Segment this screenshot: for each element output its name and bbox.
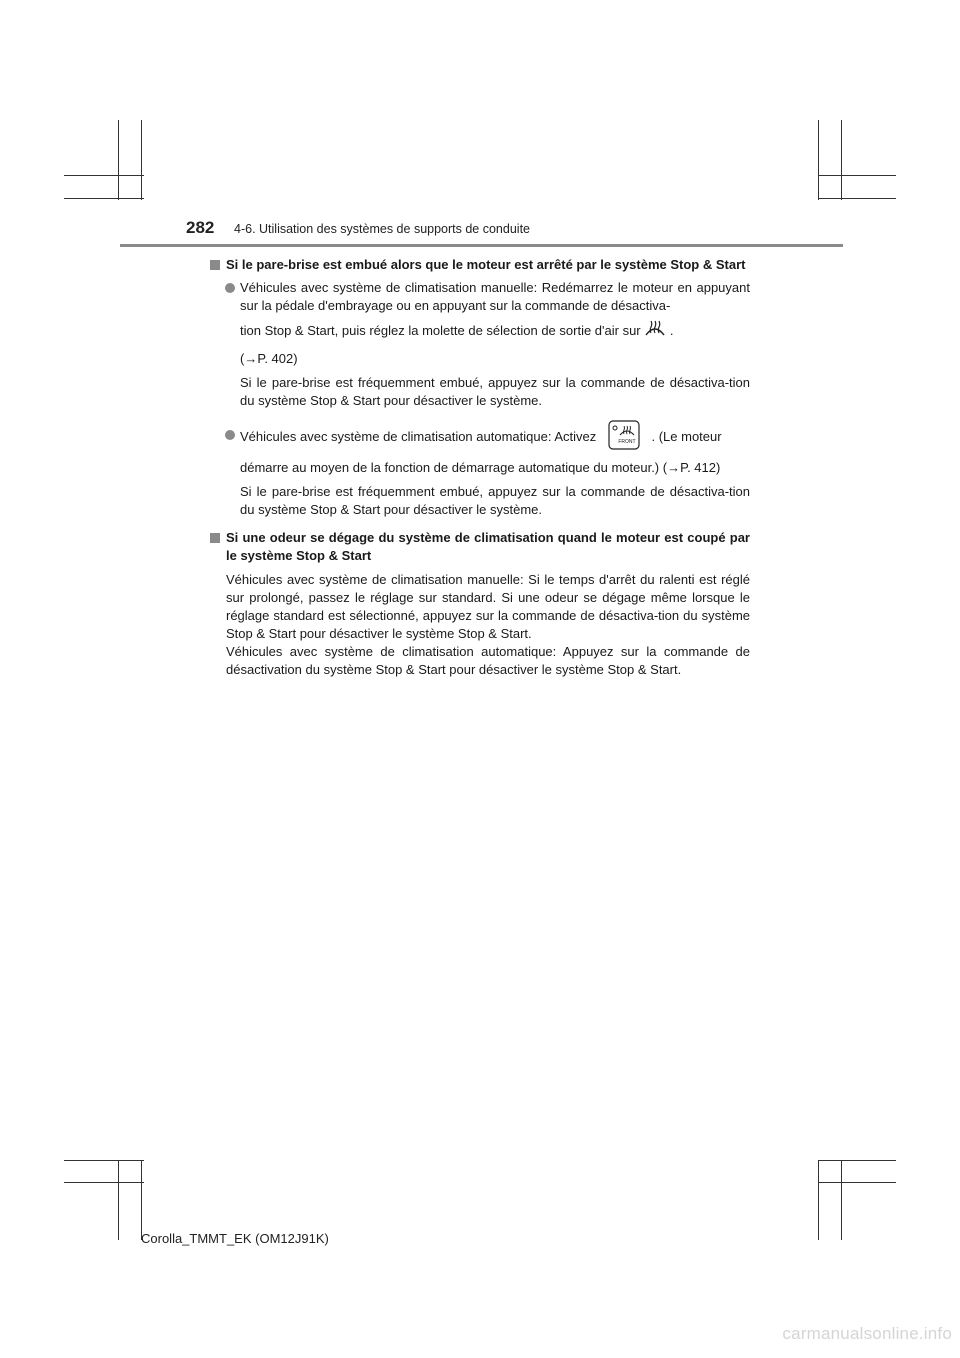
bullet-continuation: démarre au moyen de la fonction de démarrage automatique du moteur.) (→P. 412): [240, 460, 721, 475]
list-item: [210, 420, 750, 455]
footer-document-id: Corolla_TMMT_EK (OM12J91K): [141, 1231, 329, 1246]
section-heading-text: Si le pare-brise est embué alors que le moteur est arrêté par le système Stop & Start: [226, 257, 746, 272]
bullet-text: .: [669, 322, 674, 338]
bullet-text: tion Stop & Start, puis réglez la molette de sélection de sortie d'air sur: [240, 322, 641, 338]
watermark: carmanualsonline.info: [782, 1324, 952, 1343]
section-title: 4-6. Utilisation des systèmes de supports de conduite: [234, 222, 530, 236]
crop-mark: [841, 1160, 842, 1240]
note-paragraph: Si le pare-brise est fréquemment embué, appuyez sur la commande de désactiva-tion du système Stop & Start pour désactiver le système.: [240, 375, 750, 408]
crop-mark: [64, 198, 144, 199]
crop-mark: [118, 1160, 119, 1240]
crop-mark: [141, 120, 142, 200]
page-number: 282: [186, 218, 215, 237]
crop-mark: [64, 175, 144, 176]
square-bullet-icon: [210, 533, 220, 543]
bullet-text: Véhicules avec système de climatisation automatique: Activez: [240, 428, 597, 444]
list-item: [210, 279, 750, 315]
page-content: [210, 256, 750, 679]
crop-mark: [64, 1182, 144, 1183]
section-heading: [210, 529, 750, 565]
page-reference: (→P. 402): [240, 351, 298, 366]
crop-mark: [818, 1160, 896, 1161]
note-paragraph: Si le pare-brise est fréquemment embué, appuyez sur la commande de désactiva-tion du système Stop & Start pour désactiver le système.: [240, 484, 750, 517]
bullet-continuation: [210, 319, 750, 344]
crop-mark: [818, 198, 896, 199]
crop-mark: [818, 1160, 819, 1240]
bullet-text: . (Le moteur: [651, 428, 722, 444]
crop-mark: [818, 120, 819, 200]
circle-bullet-icon: [225, 430, 235, 440]
crop-mark: [818, 175, 896, 176]
header-divider: [120, 244, 843, 247]
section-heading: [210, 256, 750, 274]
front-defroster-button-icon: [608, 420, 640, 455]
circle-bullet-icon: [225, 283, 235, 293]
crop-mark: [818, 1182, 896, 1183]
bullet-text: Véhicules avec système de climatisation manuelle: Redémarrez le moteur en appuyant sur la pédale d'embrayage ou en appuyant sur la commande de désactiva-: [240, 280, 750, 313]
svg-text:FRONT: FRONT: [618, 439, 636, 445]
windshield-defroster-icon: [644, 319, 666, 344]
body-paragraph: Véhicules avec système de climatisation automatique: Appuyez sur la commande de désactivation du système Stop & Start pour désactiver le système Stop & Start.: [226, 644, 750, 677]
crop-mark: [141, 1160, 142, 1240]
crop-mark: [841, 120, 842, 200]
crop-mark: [118, 120, 119, 200]
body-paragraph: Véhicules avec système de climatisation manuelle: Si le temps d'arrêt du ralenti est réglé sur prolongé, passez le réglage sur standard. Si une odeur se dégage même lorsque le réglage standard est sélectionné, appuyez sur la commande de désactiva-tion du système Stop & Start pour désactiver le système Stop & Start.: [226, 572, 750, 641]
square-bullet-icon: [210, 260, 220, 270]
section-heading-text: Si une odeur se dégage du système de climatisation quand le moteur est coupé par le système Stop & Start: [226, 530, 750, 563]
crop-mark: [64, 1160, 144, 1161]
